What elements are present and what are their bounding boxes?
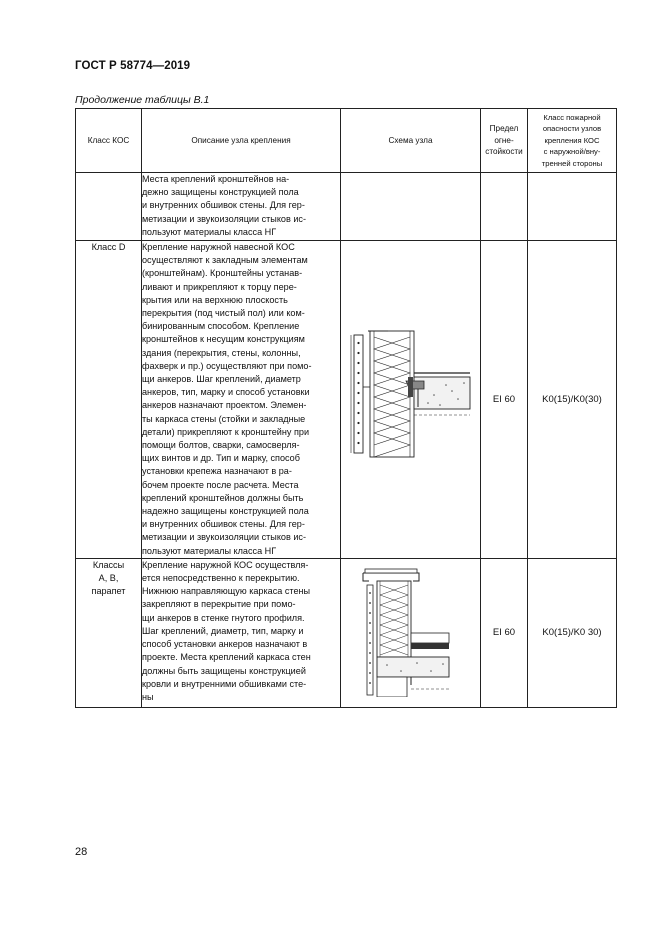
fastening-nodes-table <box>75 108 617 708</box>
header-line: Класс пожарной <box>543 112 601 122</box>
fire-limit-cell: EI 60 <box>481 558 528 707</box>
standard-code: ГОСТ Р 58774—2019 <box>75 60 191 72</box>
class-label: А, В, <box>98 573 119 584</box>
hazard-class-cell <box>528 173 617 241</box>
hazard-class-cell: K0(15)/K0 30) <box>528 558 617 707</box>
column-header-scheme: Схема узла <box>341 109 481 173</box>
page-number: 28 <box>75 846 88 858</box>
header-line: опасности узлов <box>542 124 602 134</box>
class-d-bracket-node-drawing <box>348 329 473 459</box>
description-cell: Крепление наружной навесной КОС осуществляют к закладным элементам (кронштейнам). Кронштейны устанав- ливают и прикрепляют к торцу пере- крытия или на верхнюю плоскость перекрытия (под чистый пол) или ком- бинированным способом. Крепление кронштейнов к несущим конструкциям здания (перекрытия, стены, колонны, фахверк и пр.) осуществляют при помо- щи анкеров. Шаг креплений, диаметр анкеров, тип, марку и способ установки анкеров назначают проектом. Элемен- ты каркаса стены (стойки и закладные детали) прикрепляют к кронштейну при помощи болтов, сварки, самосверля- щих винтов и др. Тип и марку, способ установки крепежа назначают в ра- бочем проекте после расчета. Места креплений кронштейнов должны быть надежно защищены конструкцией пола и внутренних обшивок стены. Для гер- метизации и звукоизоляции стыков ис- пользуют материалы класса НГ <box>142 241 341 559</box>
class-cell <box>76 173 142 241</box>
table-row <box>76 241 617 559</box>
table-row <box>76 173 617 241</box>
table-continuation-label: Продолжение таблицы В.1 <box>75 94 210 106</box>
fire-limit-cell: EI 60 <box>481 241 528 559</box>
header-line: огне- <box>494 135 514 145</box>
header-line: тренней стороны <box>541 158 603 168</box>
description-cell: Места креплений кронштейнов на- дежно защищены конструкцией пола и внутренних обшивок стены. Для гер- метизации и звукоизоляции стыков ис- пользуют материалы класса НГ <box>142 173 341 241</box>
table-row <box>76 558 617 707</box>
scheme-cell <box>341 241 481 559</box>
scheme-cell <box>341 558 481 707</box>
table-header-row <box>76 109 617 173</box>
fire-limit-cell <box>481 173 528 241</box>
header-line: Предел <box>489 124 519 134</box>
column-header-hazard-class <box>528 109 617 173</box>
column-header-class: Класс КОС <box>76 109 142 173</box>
header-line: стойкости <box>485 147 523 157</box>
class-cell <box>76 241 142 559</box>
parapet-node-drawing <box>361 567 451 697</box>
scheme-cell <box>341 173 481 241</box>
class-label: Класс D <box>91 242 126 252</box>
column-header-fire-limit <box>481 109 528 173</box>
description-cell: Крепление наружной КОС осуществля- ется непосредственно к перекрытию. Нижнюю направляющую каркаса стены закрепляют в перекрытие при помо- щи анкеров в стенке гнутого профиля. Шаг креплений, диаметр, тип, марку и способ установки анкеров назначают в проекте. Места креплений каркаса стен должны быть защищены конструкцией кровли и внутренними обшивками сте- ны <box>142 558 341 707</box>
class-label: Классы <box>92 559 125 570</box>
hazard-class-cell: K0(15)/K0(30) <box>528 241 617 559</box>
header-line: крепления КОС <box>544 135 600 145</box>
class-cell <box>76 558 142 707</box>
header-line: с наружной/вну- <box>543 147 601 157</box>
column-header-description: Описание узла крепления <box>142 109 341 173</box>
class-label: парапет <box>91 586 126 597</box>
